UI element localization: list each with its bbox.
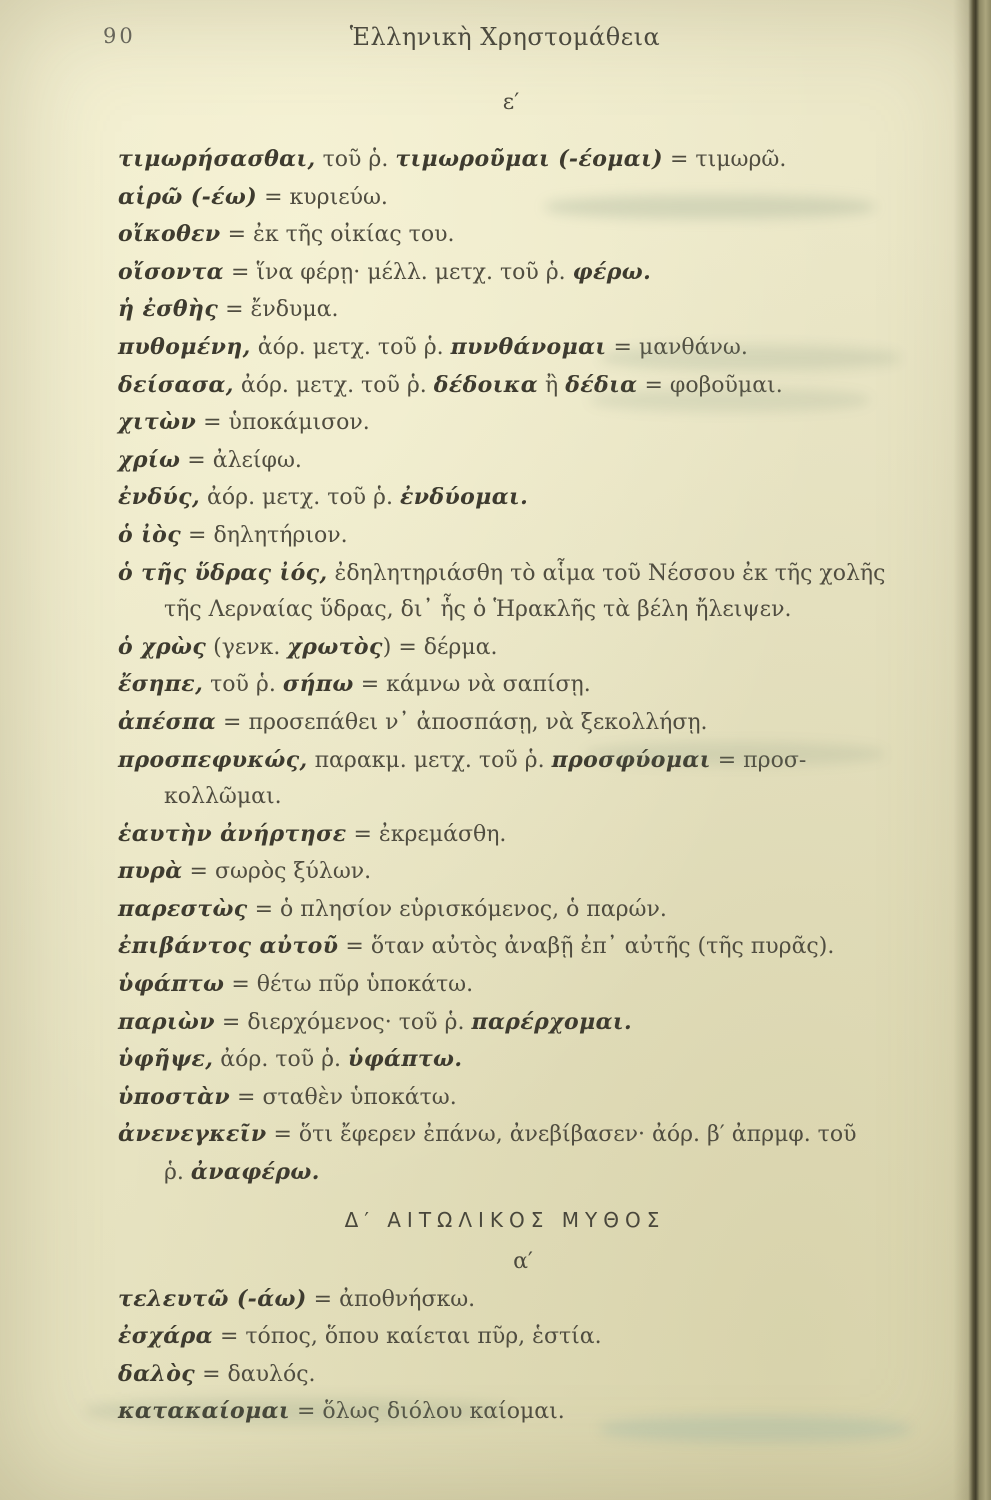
- entry-headword: προσπεφυκώς,: [118, 746, 308, 773]
- entry-text: = κάμνω νὰ σαπίσῃ.: [353, 672, 591, 698]
- entry-headword: κατακαίομαι: [118, 1398, 290, 1425]
- subsection-marker-alpha: α′: [513, 1248, 533, 1274]
- glossary-entry: [118, 517, 948, 555]
- page-edge-shadow: [953, 0, 991, 1500]
- entry-text: = τιμωρῶ.: [663, 147, 787, 172]
- glossary-entry: [118, 629, 948, 667]
- entry-headword: ἐπιβάντος αὐτοῦ: [118, 933, 339, 960]
- glossary-entry: [118, 1281, 948, 1319]
- entry-text: = προσεπάθει ν᾽ ἀποσπάσῃ, νὰ ξεκολλήσῃ.: [216, 709, 708, 735]
- entry-headword: ἀνενεγκεῖν: [118, 1121, 267, 1148]
- entry-headword: ἔσηπε,: [118, 671, 204, 698]
- glossary-entry: [118, 329, 948, 367]
- entry-headword: αἱρῶ (-έω): [118, 183, 258, 210]
- entry-headword: τιμωροῦμαι (-έομαι): [395, 146, 663, 172]
- entry-headword: δέδια: [565, 371, 638, 398]
- entry-text: = ἀλείφω.: [180, 447, 302, 473]
- entry-headword: οἴκοθεν: [118, 221, 221, 248]
- entry-text: = ἔνδυμα.: [218, 297, 339, 323]
- entry-headword: ἐνδύομαι.: [399, 484, 529, 511]
- entry-headword: ὑφάπτω.: [348, 1046, 463, 1073]
- entry-headword: δέδοικα: [433, 371, 539, 398]
- entry-headword: ἐνδύς,: [118, 484, 201, 511]
- entry-text: = μανθάνω.: [606, 334, 748, 360]
- text-column: [118, 86, 948, 1431]
- glossary-entry: [118, 928, 948, 966]
- entry-headword: τιμωρήσασθαι,: [118, 146, 316, 172]
- entry-text: = δαυλός.: [195, 1361, 316, 1387]
- glossary-entry: [118, 704, 948, 742]
- entry-headword: σήπω: [282, 671, 354, 698]
- entry-text: κολλῶμαι.: [164, 784, 282, 810]
- entry-headword: παριὼν: [118, 1008, 215, 1035]
- glossary-list-2: [118, 1281, 948, 1431]
- entry-headword: χιτὼν: [118, 409, 197, 436]
- glossary-entry: [118, 1041, 948, 1079]
- entry-text: = σταθὲν ὑποκάτω.: [230, 1084, 457, 1110]
- entry-text: ἀόρ. μετχ. τοῦ ῥ.: [250, 334, 451, 360]
- entry-text: = ὑποκάμισον.: [196, 410, 370, 436]
- glossary-entry: [118, 1318, 948, 1356]
- entry-headword: ὁ χρὼς: [118, 633, 207, 660]
- entry-headword: πυθομένη,: [118, 333, 251, 360]
- glossary-entry: [118, 853, 948, 891]
- glossary-entry: [118, 141, 948, 179]
- entry-text: ἀόρ. μετχ. τοῦ ῥ.: [233, 372, 434, 398]
- entry-text: ἀόρ. μετχ. τοῦ ῥ.: [200, 485, 400, 511]
- entry-text: = φοβοῦμαι.: [637, 372, 783, 398]
- entry-text: = προσ-: [710, 747, 807, 773]
- entry-text: = ὁ πλησίον εὑρισκόμενος, ὁ παρών.: [247, 896, 667, 922]
- entry-headword: ἀπέσπα: [118, 708, 217, 735]
- entry-text: = ὅτι ἔφερεν ἐπάνω, ἀνεβίβασεν· ἀόρ. β′ ἀπρμφ. τοῦ: [266, 1122, 857, 1148]
- entry-headword: πυνθάνομαι: [450, 333, 607, 360]
- entry-text: τῆς Λερναίας ὕδρας, δι᾽ ἧς ὁ Ἡρακλῆς τὰ βέλη ἤλειψεν.: [164, 597, 792, 623]
- entry-headword: προσφύομαι: [551, 746, 711, 773]
- glossary-entry: [118, 816, 948, 854]
- glossary-entry: [118, 254, 948, 292]
- entry-text: ῥ.: [164, 1160, 191, 1186]
- glossary-entry: [118, 442, 948, 480]
- glossary-entry: [118, 555, 948, 629]
- entry-text: = κυριεύω.: [257, 184, 388, 210]
- entry-headword: ὁ ἰὸς: [118, 521, 182, 548]
- glossary-entry: [118, 891, 948, 929]
- entry-headword: πυρὰ: [118, 858, 183, 885]
- entry-text: ἢ: [538, 372, 566, 398]
- entry-text: = ἐκ τῆς οἰκίας του.: [220, 222, 455, 248]
- entry-text: = σωρὸς ξύλων.: [182, 859, 372, 885]
- entry-text: = ἐκρεμάσθη.: [346, 821, 507, 847]
- entry-text: = θέτω πῦρ ὑποκάτω.: [224, 972, 474, 998]
- entry-headword: ἡ ἐσθὴς: [118, 296, 219, 323]
- entry-text: = ὅταν αὐτὸς ἀναβῇ ἐπ᾽ αὐτῆς (τῆς πυρᾶς).: [338, 934, 835, 960]
- section-marker-epsilon: ε′: [502, 90, 520, 115]
- glossary-entry: [118, 742, 948, 816]
- glossary-entry: [118, 367, 948, 405]
- glossary-entry: [118, 179, 948, 217]
- entry-text: = ἵνα φέρῃ· μέλλ. μετχ. τοῦ ῥ.: [224, 259, 573, 285]
- entry-headword: τελευτῶ (-άω): [118, 1285, 307, 1312]
- glossary-entry: [118, 479, 948, 517]
- entry-headword: ἑαυτὴν ἀνήρτησε: [118, 820, 347, 847]
- entry-headword: παρεστὼς: [118, 895, 248, 922]
- glossary-entry: [118, 666, 948, 704]
- page-header-title: Ἑλληνικὴ Χρηστομάθεια: [349, 23, 661, 51]
- entry-headword: ὑφάπτω: [118, 971, 225, 998]
- entry-text: = τόπος, ὅπου καίεται πῦρ, ἑστία.: [212, 1324, 602, 1350]
- entry-text: = διερχόμενος· τοῦ ῥ.: [214, 1009, 472, 1035]
- entry-headword: ἀναφέρω.: [190, 1159, 320, 1186]
- glossary-entry: [118, 1079, 948, 1117]
- entry-text: τοῦ ῥ.: [315, 147, 396, 172]
- entry-text: παρακμ. μετχ. τοῦ ῥ.: [307, 747, 552, 773]
- glossary-entry: [118, 966, 948, 1004]
- glossary-entry: [118, 404, 948, 442]
- glossary-list: [118, 141, 948, 1192]
- entry-headword: ὑποστὰν: [118, 1083, 231, 1110]
- entry-text: = δηλητήριον.: [181, 522, 348, 548]
- section-heading: Δ′ ΑΙΤΩΛΙΚΟΣ ΜΥΘΟΣ: [344, 1207, 666, 1232]
- entry-text: = ὅλως διόλου καίομαι.: [289, 1399, 565, 1425]
- entry-headword: παρέρχομαι.: [471, 1008, 633, 1035]
- entry-headword: οἴσοντα: [118, 258, 225, 285]
- entry-headword: δείσασα,: [118, 371, 234, 398]
- entry-headword: φέρω.: [572, 258, 652, 285]
- entry-headword: δαλὸς: [118, 1360, 196, 1387]
- glossary-entry: [118, 291, 948, 329]
- entry-text: (γενκ.: [206, 634, 288, 660]
- entry-headword: ὁ τῆς ὕδρας ἰός,: [118, 559, 328, 586]
- entry-text: ) = δέρμα.: [382, 634, 498, 660]
- page-number: 90: [103, 24, 136, 48]
- entry-headword: χρωτὸς: [287, 633, 383, 660]
- entry-headword: ὑφῆψε,: [118, 1046, 214, 1073]
- entry-headword: χρίω: [118, 446, 181, 473]
- entry-headword: ἐσχάρα: [118, 1323, 213, 1350]
- entry-text: τοῦ ῥ.: [203, 672, 283, 698]
- entry-text: ἐδηλητηριάσθη τὸ αἷμα τοῦ Νέσσου ἐκ τῆς χολῆς: [327, 560, 886, 586]
- entry-text: ἀόρ. τοῦ ῥ.: [213, 1047, 349, 1073]
- entry-text: = ἀποθνήσκω.: [306, 1286, 476, 1312]
- glossary-entry: [118, 216, 948, 254]
- glossary-entry: [118, 1004, 948, 1042]
- glossary-entry: [118, 1356, 948, 1394]
- glossary-entry: [118, 1393, 948, 1431]
- glossary-entry: [118, 1116, 948, 1191]
